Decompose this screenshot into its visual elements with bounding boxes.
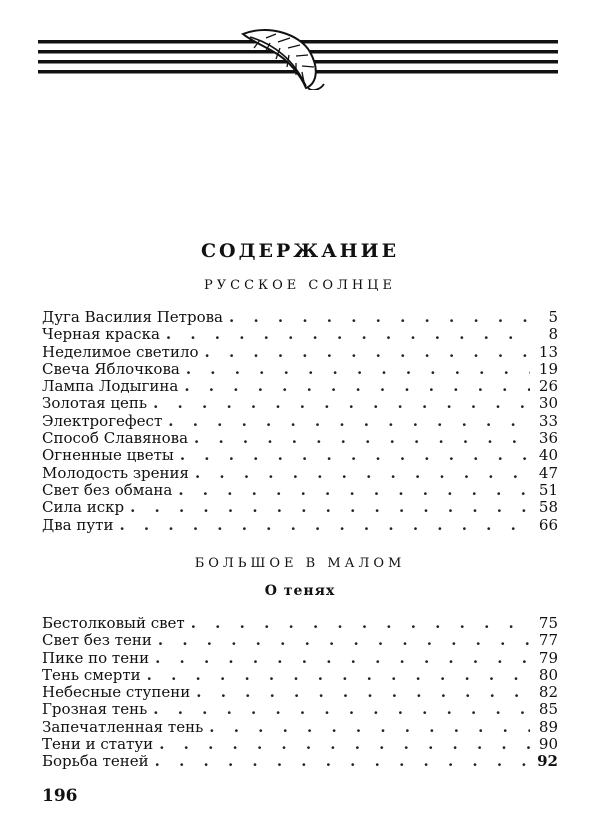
toc-entry-page: 90 xyxy=(538,735,558,754)
toc-entry-title: Электрогефест xyxy=(42,411,163,430)
leader-dots xyxy=(158,632,530,649)
toc-entry[interactable] xyxy=(42,482,558,499)
leader-dots xyxy=(155,650,530,667)
toc-entry-title: Черная краска xyxy=(42,325,160,344)
toc-entry-page: 82 xyxy=(538,683,558,702)
toc-entry-title: Два пути xyxy=(42,515,114,534)
leader-dots xyxy=(191,615,530,632)
toc-list-1 xyxy=(42,309,558,534)
toc-entry-page: 66 xyxy=(538,515,558,534)
toc-entry-title: Золотая цепь xyxy=(42,394,148,413)
toc-entry-page: 47 xyxy=(538,463,558,482)
toc-entry[interactable] xyxy=(42,684,558,701)
leader-dots xyxy=(153,701,530,718)
toc-entry-page: 92 xyxy=(537,752,558,771)
toc-entry[interactable] xyxy=(42,701,558,718)
toc-entry-title: Борьба теней xyxy=(42,752,149,771)
toc-entry-page: 19 xyxy=(538,359,558,378)
toc-entry-title: Неделимое светило xyxy=(42,342,199,361)
toc-entry[interactable] xyxy=(42,465,558,482)
leader-dots xyxy=(168,413,530,430)
toc-entry-page: 51 xyxy=(538,480,558,499)
leader-dots xyxy=(153,395,530,412)
toc-entry-page: 5 xyxy=(548,308,558,326)
toc-entry[interactable] xyxy=(42,615,558,632)
toc-entry-page: 79 xyxy=(538,648,558,667)
toc-entry[interactable] xyxy=(42,447,558,464)
toc-entry-title: Грозная тень xyxy=(42,700,148,719)
leader-dots xyxy=(195,465,530,482)
toc-entry-page: 30 xyxy=(538,394,558,413)
toc-entry-page: 58 xyxy=(538,498,558,517)
toc-entry-title: Дуга Василия Петрова xyxy=(42,308,223,326)
toc-entry[interactable] xyxy=(42,517,558,534)
toc-entry[interactable] xyxy=(42,632,558,649)
toc-entry-page: 89 xyxy=(538,717,558,736)
toc-entry-page: 85 xyxy=(538,700,558,719)
toc-entry-page: 8 xyxy=(548,325,558,344)
leader-dots xyxy=(194,430,530,447)
toc-entry[interactable] xyxy=(42,326,558,343)
toc-entry[interactable] xyxy=(42,430,558,447)
section-heading-1: РУССКОЕ СОЛНЦЕ xyxy=(204,278,396,293)
toc-entry[interactable] xyxy=(42,395,558,412)
leader-dots xyxy=(180,447,530,464)
toc-entry-title: Запечатленная тень xyxy=(42,717,204,736)
toc-entry[interactable] xyxy=(42,499,558,516)
toc-entry[interactable] xyxy=(42,344,558,361)
toc-entry-page: 77 xyxy=(538,631,558,650)
toc-list-2 xyxy=(42,615,558,771)
section-heading-2: БОЛЬШОЕ В МАЛОМ xyxy=(194,556,406,571)
toc-entry-title: Тень смерти xyxy=(42,665,141,684)
toc-entry[interactable] xyxy=(42,309,558,326)
leader-dots xyxy=(130,499,530,516)
toc-entry-page: 36 xyxy=(538,429,558,448)
toc-entry[interactable] xyxy=(42,378,558,395)
toc-entry-page: 80 xyxy=(538,665,558,684)
toc-entry-title: Сила искр xyxy=(42,498,125,517)
toc-entry-title: Способ Славянова xyxy=(42,429,189,448)
leader-dots xyxy=(119,517,530,534)
toc-entry[interactable] xyxy=(42,650,558,667)
toc-entry[interactable] xyxy=(42,413,558,430)
toc-entry-title: Бестолковый свет xyxy=(42,614,185,632)
toc-entry-page: 40 xyxy=(538,446,558,465)
toc-entry[interactable] xyxy=(42,667,558,684)
toc-entry-title: Свеча Яблочкова xyxy=(42,359,180,378)
toc-entry-title: Небесные ступени xyxy=(42,683,191,702)
toc-entry-title: Огненные цветы xyxy=(42,446,174,465)
toc-entry-title: Молодость зрения xyxy=(42,463,189,482)
leader-dots xyxy=(166,326,530,343)
leader-dots xyxy=(186,361,530,378)
leader-dots xyxy=(205,344,530,361)
toc-entry-title: Пике по тени xyxy=(42,648,150,667)
toc-entry-title: Лампа Лодыгина xyxy=(42,377,179,396)
leader-dots xyxy=(159,736,530,753)
page-number: 196 xyxy=(42,786,78,806)
toc-entry-page: 26 xyxy=(538,377,558,396)
toc-entry-page: 33 xyxy=(538,411,558,430)
leader-dots xyxy=(229,309,530,326)
toc-entry-title: Тени и статуи xyxy=(42,735,154,754)
leader-dots xyxy=(147,667,530,684)
toc-entry[interactable] xyxy=(42,361,558,378)
leader-dots xyxy=(184,378,530,395)
toc-entry-page: 13 xyxy=(538,342,558,361)
toc-entry-title: Свет без тени xyxy=(42,631,152,650)
toc-entry-page: 75 xyxy=(538,614,558,632)
leader-dots xyxy=(155,753,530,770)
toc-entry[interactable] xyxy=(42,753,558,770)
leader-dots xyxy=(209,719,530,736)
leader-dots xyxy=(178,482,530,499)
leader-dots xyxy=(196,684,530,701)
toc-entry-title: Свет без обмана xyxy=(42,480,173,499)
header-ornament xyxy=(38,28,558,90)
subsection-heading: О тенях xyxy=(264,583,336,599)
page-title: СОДЕРЖАНИЕ xyxy=(200,240,400,262)
toc-entry[interactable] xyxy=(42,719,558,736)
toc-entry[interactable] xyxy=(42,736,558,753)
